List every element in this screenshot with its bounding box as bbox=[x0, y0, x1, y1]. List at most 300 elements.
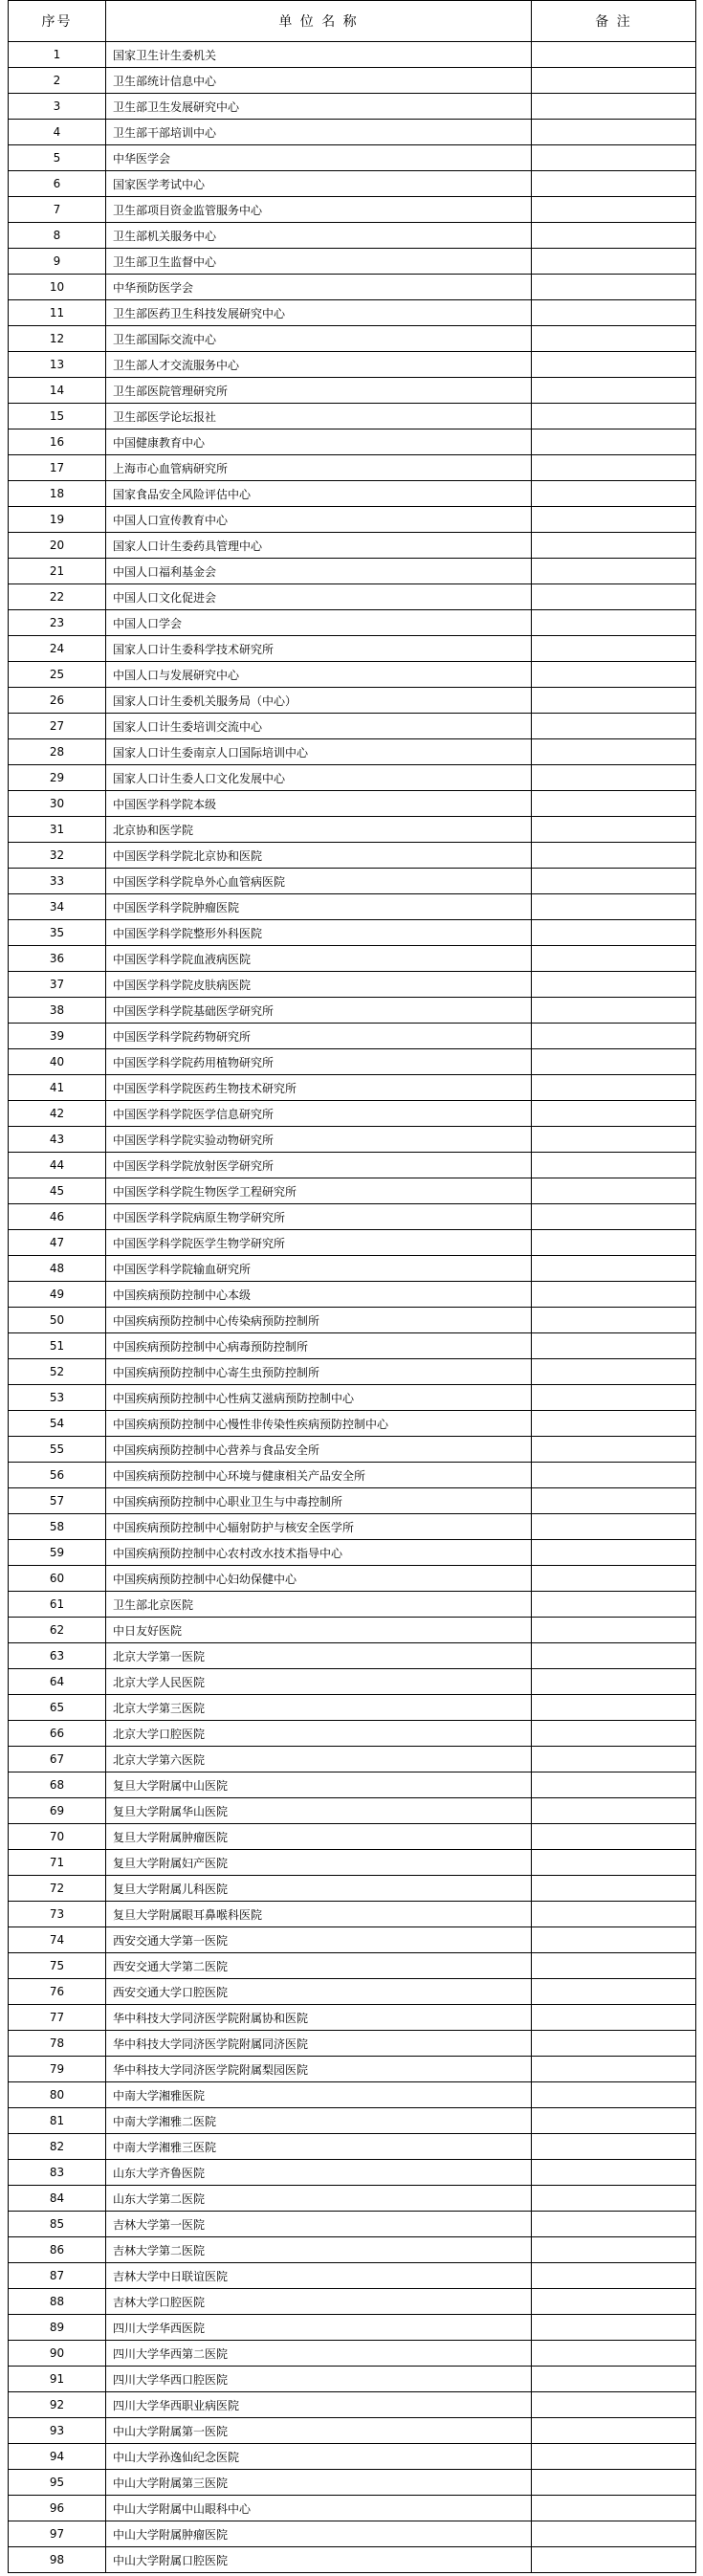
row-serial-number: 25 bbox=[9, 662, 106, 688]
row-unit-name: 华中科技大学同济医学院附属梨园医院 bbox=[106, 2057, 532, 2082]
row-remark bbox=[532, 2418, 696, 2444]
table-row bbox=[9, 2005, 696, 2031]
table-row bbox=[9, 42, 696, 68]
table-row bbox=[9, 817, 696, 843]
row-remark bbox=[532, 894, 696, 920]
row-unit-name: 国家人口计生委机关服务局（中心） bbox=[106, 688, 532, 714]
table-row bbox=[9, 2237, 696, 2263]
row-serial-number: 97 bbox=[9, 2521, 106, 2547]
row-unit-name: 中国疾病预防控制中心妇幼保健中心 bbox=[106, 1566, 532, 1592]
table-row bbox=[9, 1566, 696, 1592]
table-row bbox=[9, 1256, 696, 1282]
row-unit-name: 北京大学口腔医院 bbox=[106, 1721, 532, 1747]
row-serial-number: 49 bbox=[9, 1282, 106, 1308]
row-serial-number: 39 bbox=[9, 1024, 106, 1049]
row-serial-number: 94 bbox=[9, 2444, 106, 2470]
row-unit-name: 复旦大学附属中山医院 bbox=[106, 1772, 532, 1798]
row-remark bbox=[532, 2444, 696, 2470]
row-remark bbox=[532, 2134, 696, 2160]
table-row bbox=[9, 2547, 696, 2573]
row-unit-name: 中国医学科学院整形外科医院 bbox=[106, 920, 532, 946]
table-row bbox=[9, 1953, 696, 1979]
row-serial-number: 11 bbox=[9, 300, 106, 326]
row-unit-name: 中国疾病预防控制中心本级 bbox=[106, 1282, 532, 1308]
table-row bbox=[9, 765, 696, 791]
row-unit-name: 中南大学湘雅二医院 bbox=[106, 2108, 532, 2134]
row-remark bbox=[532, 1049, 696, 1075]
table-row bbox=[9, 2341, 696, 2367]
row-unit-name: 上海市心血管病研究所 bbox=[106, 455, 532, 481]
row-remark bbox=[532, 2547, 696, 2573]
row-unit-name: 中国疾病预防控制中心农村改水技术指导中心 bbox=[106, 1540, 532, 1566]
row-unit-name: 中国疾病预防控制中心病毒预防控制所 bbox=[106, 1333, 532, 1359]
table-row bbox=[9, 1178, 696, 1204]
row-remark bbox=[532, 197, 696, 223]
row-remark bbox=[532, 2212, 696, 2237]
table-row bbox=[9, 1747, 696, 1772]
row-serial-number: 10 bbox=[9, 275, 106, 300]
row-unit-name: 中山大学附属口腔医院 bbox=[106, 2547, 532, 2573]
table-row bbox=[9, 145, 696, 171]
row-remark bbox=[532, 2470, 696, 2496]
row-serial-number: 34 bbox=[9, 894, 106, 920]
row-unit-name: 国家人口计生委培训交流中心 bbox=[106, 714, 532, 739]
row-remark bbox=[532, 610, 696, 636]
table-row bbox=[9, 662, 696, 688]
row-serial-number: 6 bbox=[9, 171, 106, 197]
row-serial-number: 96 bbox=[9, 2496, 106, 2521]
row-remark bbox=[532, 1902, 696, 1927]
row-serial-number: 62 bbox=[9, 1618, 106, 1643]
row-serial-number: 37 bbox=[9, 972, 106, 998]
row-serial-number: 63 bbox=[9, 1643, 106, 1669]
row-remark bbox=[532, 946, 696, 972]
row-serial-number: 83 bbox=[9, 2160, 106, 2186]
table-row bbox=[9, 2315, 696, 2341]
row-unit-name: 中国人口宣传教育中心 bbox=[106, 507, 532, 533]
table-row bbox=[9, 1540, 696, 1566]
row-serial-number: 54 bbox=[9, 1411, 106, 1437]
row-remark bbox=[532, 2108, 696, 2134]
row-remark bbox=[532, 1772, 696, 1798]
row-serial-number: 18 bbox=[9, 481, 106, 507]
row-remark bbox=[532, 2160, 696, 2186]
row-remark bbox=[532, 1927, 696, 1953]
table-row bbox=[9, 2521, 696, 2547]
table-row bbox=[9, 1411, 696, 1437]
row-remark bbox=[532, 300, 696, 326]
row-serial-number: 35 bbox=[9, 920, 106, 946]
row-serial-number: 47 bbox=[9, 1230, 106, 1256]
row-unit-name: 中国医学科学院医学信息研究所 bbox=[106, 1101, 532, 1127]
row-serial-number: 52 bbox=[9, 1359, 106, 1385]
row-unit-name: 中国医学科学院血液病医院 bbox=[106, 946, 532, 972]
row-serial-number: 76 bbox=[9, 1979, 106, 2005]
row-serial-number: 87 bbox=[9, 2263, 106, 2289]
table-row bbox=[9, 843, 696, 869]
table-row bbox=[9, 481, 696, 507]
row-serial-number: 5 bbox=[9, 145, 106, 171]
row-unit-name: 复旦大学附属华山医院 bbox=[106, 1798, 532, 1824]
table-row bbox=[9, 1979, 696, 2005]
row-unit-name: 中国疾病预防控制中心职业卫生与中毒控制所 bbox=[106, 1488, 532, 1514]
table-row bbox=[9, 2367, 696, 2392]
table-row bbox=[9, 2444, 696, 2470]
row-unit-name: 中国疾病预防控制中心性病艾滋病预防控制中心 bbox=[106, 1385, 532, 1411]
row-remark bbox=[532, 1359, 696, 1385]
row-serial-number: 38 bbox=[9, 998, 106, 1024]
row-remark bbox=[532, 1411, 696, 1437]
row-serial-number: 84 bbox=[9, 2186, 106, 2212]
row-unit-name: 中国医学科学院医学生物学研究所 bbox=[106, 1230, 532, 1256]
table-row bbox=[9, 1695, 696, 1721]
row-unit-name: 复旦大学附属儿科医院 bbox=[106, 1876, 532, 1902]
row-serial-number: 92 bbox=[9, 2392, 106, 2418]
row-unit-name: 中国医学科学院输血研究所 bbox=[106, 1256, 532, 1282]
table-header-row bbox=[9, 1, 696, 42]
row-unit-name: 中国医学科学院皮肤病医院 bbox=[106, 972, 532, 998]
row-serial-number: 79 bbox=[9, 2057, 106, 2082]
row-serial-number: 41 bbox=[9, 1075, 106, 1101]
table-row bbox=[9, 1643, 696, 1669]
row-unit-name: 华中科技大学同济医学院附属同济医院 bbox=[106, 2031, 532, 2057]
row-serial-number: 73 bbox=[9, 1902, 106, 1927]
row-remark bbox=[532, 223, 696, 249]
row-unit-name: 国家卫生计生委机关 bbox=[106, 42, 532, 68]
row-unit-name: 国家人口计生委科学技术研究所 bbox=[106, 636, 532, 662]
table-row bbox=[9, 1772, 696, 1798]
row-serial-number: 65 bbox=[9, 1695, 106, 1721]
row-remark bbox=[532, 249, 696, 275]
row-unit-name: 中山大学附属第三医院 bbox=[106, 2470, 532, 2496]
row-unit-name: 中国疾病预防控制中心慢性非传染性疾病预防控制中心 bbox=[106, 1411, 532, 1437]
row-serial-number: 77 bbox=[9, 2005, 106, 2031]
row-remark bbox=[532, 1850, 696, 1876]
table-row bbox=[9, 120, 696, 145]
table-row bbox=[9, 1204, 696, 1230]
table-body bbox=[9, 42, 696, 2573]
row-remark bbox=[532, 1488, 696, 1514]
row-unit-name: 复旦大学附属妇产医院 bbox=[106, 1850, 532, 1876]
row-unit-name: 国家人口计生委人口文化发展中心 bbox=[106, 765, 532, 791]
row-remark bbox=[532, 920, 696, 946]
row-serial-number: 51 bbox=[9, 1333, 106, 1359]
row-unit-name: 中国医学科学院放射医学研究所 bbox=[106, 1153, 532, 1178]
table-row bbox=[9, 429, 696, 455]
row-remark bbox=[532, 1385, 696, 1411]
row-remark bbox=[532, 2237, 696, 2263]
row-unit-name: 中国疾病预防控制中心传染病预防控制所 bbox=[106, 1308, 532, 1333]
table-row bbox=[9, 1127, 696, 1153]
row-remark bbox=[532, 688, 696, 714]
table-row bbox=[9, 610, 696, 636]
row-serial-number: 66 bbox=[9, 1721, 106, 1747]
row-serial-number: 64 bbox=[9, 1669, 106, 1695]
row-unit-name: 卫生部统计信息中心 bbox=[106, 68, 532, 94]
row-remark bbox=[532, 662, 696, 688]
row-remark bbox=[532, 1463, 696, 1488]
row-unit-name: 中国医学科学院医药生物技术研究所 bbox=[106, 1075, 532, 1101]
row-serial-number: 30 bbox=[9, 791, 106, 817]
row-remark bbox=[532, 2315, 696, 2341]
row-remark bbox=[532, 507, 696, 533]
table-row bbox=[9, 998, 696, 1024]
row-serial-number: 82 bbox=[9, 2134, 106, 2160]
table-row bbox=[9, 1798, 696, 1824]
table-row bbox=[9, 1359, 696, 1385]
row-unit-name: 北京大学第三医院 bbox=[106, 1695, 532, 1721]
row-unit-name: 吉林大学第一医院 bbox=[106, 2212, 532, 2237]
row-unit-name: 中山大学附属中山眼科中心 bbox=[106, 2496, 532, 2521]
table-row bbox=[9, 1385, 696, 1411]
row-serial-number: 59 bbox=[9, 1540, 106, 1566]
row-unit-name: 中国医学科学院药用植物研究所 bbox=[106, 1049, 532, 1075]
row-remark bbox=[532, 1024, 696, 1049]
row-unit-name: 中国医学科学院肿瘤医院 bbox=[106, 894, 532, 920]
row-unit-name: 中国医学科学院本级 bbox=[106, 791, 532, 817]
row-remark bbox=[532, 2341, 696, 2367]
row-serial-number: 45 bbox=[9, 1178, 106, 1204]
row-unit-name: 山东大学齐鲁医院 bbox=[106, 2160, 532, 2186]
table-row bbox=[9, 2031, 696, 2057]
row-unit-name: 中山大学孙逸仙纪念医院 bbox=[106, 2444, 532, 2470]
row-serial-number: 48 bbox=[9, 1256, 106, 1282]
row-unit-name: 中国医学科学院药物研究所 bbox=[106, 1024, 532, 1049]
header-remark: 备 注 bbox=[532, 1, 696, 42]
row-serial-number: 98 bbox=[9, 2547, 106, 2573]
table-row bbox=[9, 2057, 696, 2082]
row-unit-name: 中国疾病预防控制中心辐射防护与核安全医学所 bbox=[106, 1514, 532, 1540]
row-unit-name: 国家食品安全风险评估中心 bbox=[106, 481, 532, 507]
table-row bbox=[9, 791, 696, 817]
row-remark bbox=[532, 171, 696, 197]
row-remark bbox=[532, 1127, 696, 1153]
row-serial-number: 44 bbox=[9, 1153, 106, 1178]
row-serial-number: 29 bbox=[9, 765, 106, 791]
row-remark bbox=[532, 869, 696, 894]
row-remark bbox=[532, 326, 696, 352]
row-remark bbox=[532, 68, 696, 94]
row-serial-number: 67 bbox=[9, 1747, 106, 1772]
row-remark bbox=[532, 94, 696, 120]
row-unit-name: 吉林大学第二医院 bbox=[106, 2237, 532, 2263]
table-row bbox=[9, 1850, 696, 1876]
row-unit-name: 复旦大学附属眼耳鼻喉科医院 bbox=[106, 1902, 532, 1927]
row-unit-name: 四川大学华西职业病医院 bbox=[106, 2392, 532, 2418]
row-serial-number: 42 bbox=[9, 1101, 106, 1127]
table-row bbox=[9, 584, 696, 610]
row-unit-name: 中国人口学会 bbox=[106, 610, 532, 636]
row-remark bbox=[532, 481, 696, 507]
row-serial-number: 1 bbox=[9, 42, 106, 68]
table-row bbox=[9, 2108, 696, 2134]
row-serial-number: 22 bbox=[9, 584, 106, 610]
row-serial-number: 7 bbox=[9, 197, 106, 223]
table-row bbox=[9, 1824, 696, 1850]
row-unit-name: 中国人口与发展研究中心 bbox=[106, 662, 532, 688]
row-serial-number: 55 bbox=[9, 1437, 106, 1463]
header-unit-name: 单 位 名 称 bbox=[106, 1, 532, 42]
row-serial-number: 78 bbox=[9, 2031, 106, 2057]
row-unit-name: 西安交通大学第一医院 bbox=[106, 1927, 532, 1953]
row-remark bbox=[532, 404, 696, 429]
row-unit-name: 卫生部医学论坛报社 bbox=[106, 404, 532, 429]
table-row bbox=[9, 2134, 696, 2160]
row-unit-name: 卫生部医院管理研究所 bbox=[106, 378, 532, 404]
row-serial-number: 72 bbox=[9, 1876, 106, 1902]
row-unit-name: 北京大学第一医院 bbox=[106, 1643, 532, 1669]
row-unit-name: 西安交通大学第二医院 bbox=[106, 1953, 532, 1979]
table-row bbox=[9, 1488, 696, 1514]
table-row bbox=[9, 1282, 696, 1308]
row-remark bbox=[532, 1333, 696, 1359]
row-serial-number: 68 bbox=[9, 1772, 106, 1798]
table-row bbox=[9, 2289, 696, 2315]
table-row bbox=[9, 2160, 696, 2186]
table-row bbox=[9, 1308, 696, 1333]
row-unit-name: 中国疾病预防控制中心营养与食品安全所 bbox=[106, 1437, 532, 1463]
row-remark bbox=[532, 1618, 696, 1643]
row-remark bbox=[532, 791, 696, 817]
row-unit-name: 中国医学科学院北京协和医院 bbox=[106, 843, 532, 869]
row-serial-number: 12 bbox=[9, 326, 106, 352]
row-remark bbox=[532, 739, 696, 765]
row-serial-number: 14 bbox=[9, 378, 106, 404]
row-serial-number: 70 bbox=[9, 1824, 106, 1850]
row-serial-number: 8 bbox=[9, 223, 106, 249]
table-row bbox=[9, 1592, 696, 1618]
table-row bbox=[9, 2470, 696, 2496]
row-remark bbox=[532, 2496, 696, 2521]
row-remark bbox=[532, 2031, 696, 2057]
row-unit-name: 卫生部国际交流中心 bbox=[106, 326, 532, 352]
table-row bbox=[9, 1230, 696, 1256]
row-remark bbox=[532, 636, 696, 662]
table-row bbox=[9, 275, 696, 300]
row-unit-name: 中南大学湘雅三医院 bbox=[106, 2134, 532, 2160]
row-serial-number: 40 bbox=[9, 1049, 106, 1075]
row-serial-number: 85 bbox=[9, 2212, 106, 2237]
row-unit-name: 中华医学会 bbox=[106, 145, 532, 171]
table-row bbox=[9, 1437, 696, 1463]
row-serial-number: 20 bbox=[9, 533, 106, 559]
row-remark bbox=[532, 2289, 696, 2315]
table-row bbox=[9, 1721, 696, 1747]
row-serial-number: 57 bbox=[9, 1488, 106, 1514]
row-serial-number: 81 bbox=[9, 2108, 106, 2134]
table-row bbox=[9, 714, 696, 739]
row-serial-number: 89 bbox=[9, 2315, 106, 2341]
row-serial-number: 46 bbox=[9, 1204, 106, 1230]
row-unit-name: 中国疾病预防控制中心寄生虫预防控制所 bbox=[106, 1359, 532, 1385]
row-unit-name: 西安交通大学口腔医院 bbox=[106, 1979, 532, 2005]
row-unit-name: 中山大学附属肿瘤医院 bbox=[106, 2521, 532, 2547]
row-unit-name: 吉林大学中日联谊医院 bbox=[106, 2263, 532, 2289]
row-unit-name: 四川大学华西口腔医院 bbox=[106, 2367, 532, 2392]
row-remark bbox=[532, 145, 696, 171]
table-row bbox=[9, 1101, 696, 1127]
table-row bbox=[9, 1333, 696, 1359]
row-serial-number: 43 bbox=[9, 1127, 106, 1153]
row-serial-number: 9 bbox=[9, 249, 106, 275]
row-serial-number: 36 bbox=[9, 946, 106, 972]
row-unit-name: 中国人口福利基金会 bbox=[106, 559, 532, 584]
row-unit-name: 卫生部人才交流服务中心 bbox=[106, 352, 532, 378]
row-remark bbox=[532, 378, 696, 404]
table-row bbox=[9, 972, 696, 998]
table-row bbox=[9, 171, 696, 197]
row-remark bbox=[532, 817, 696, 843]
row-remark bbox=[532, 2367, 696, 2392]
row-serial-number: 21 bbox=[9, 559, 106, 584]
row-unit-name: 卫生部机关服务中心 bbox=[106, 223, 532, 249]
table-row bbox=[9, 2496, 696, 2521]
row-remark bbox=[532, 1075, 696, 1101]
row-unit-name: 国家人口计生委药具管理中心 bbox=[106, 533, 532, 559]
row-unit-name: 北京大学人民医院 bbox=[106, 1669, 532, 1695]
row-remark bbox=[532, 1256, 696, 1282]
row-remark bbox=[532, 455, 696, 481]
row-remark bbox=[532, 1979, 696, 2005]
row-remark bbox=[532, 2263, 696, 2289]
row-unit-name: 中国健康教育中心 bbox=[106, 429, 532, 455]
row-unit-name: 中国医学科学院阜外心血管病医院 bbox=[106, 869, 532, 894]
table-row bbox=[9, 2082, 696, 2108]
header-serial-number: 序号 bbox=[9, 1, 106, 42]
row-remark bbox=[532, 1178, 696, 1204]
row-remark bbox=[532, 2392, 696, 2418]
table-row bbox=[9, 1075, 696, 1101]
row-remark bbox=[532, 2057, 696, 2082]
row-serial-number: 27 bbox=[9, 714, 106, 739]
row-remark bbox=[532, 1953, 696, 1979]
row-remark bbox=[532, 1798, 696, 1824]
row-unit-name: 国家人口计生委南京人口国际培训中心 bbox=[106, 739, 532, 765]
row-serial-number: 4 bbox=[9, 120, 106, 145]
table-row bbox=[9, 946, 696, 972]
row-serial-number: 95 bbox=[9, 2470, 106, 2496]
row-remark bbox=[532, 1230, 696, 1256]
row-serial-number: 28 bbox=[9, 739, 106, 765]
row-serial-number: 74 bbox=[9, 1927, 106, 1953]
row-unit-name: 华中科技大学同济医学院附属协和医院 bbox=[106, 2005, 532, 2031]
table-row bbox=[9, 1024, 696, 1049]
table-row bbox=[9, 404, 696, 429]
row-unit-name: 中国医学科学院病原生物学研究所 bbox=[106, 1204, 532, 1230]
table-row bbox=[9, 300, 696, 326]
table-row bbox=[9, 1153, 696, 1178]
table-row bbox=[9, 920, 696, 946]
row-unit-name: 北京协和医学院 bbox=[106, 817, 532, 843]
row-serial-number: 50 bbox=[9, 1308, 106, 1333]
row-remark bbox=[532, 1592, 696, 1618]
row-remark bbox=[532, 1282, 696, 1308]
row-remark bbox=[532, 2005, 696, 2031]
row-serial-number: 69 bbox=[9, 1798, 106, 1824]
table-row bbox=[9, 1463, 696, 1488]
row-remark bbox=[532, 42, 696, 68]
row-remark bbox=[532, 998, 696, 1024]
row-serial-number: 75 bbox=[9, 1953, 106, 1979]
row-serial-number: 88 bbox=[9, 2289, 106, 2315]
row-serial-number: 31 bbox=[9, 817, 106, 843]
table-row bbox=[9, 2212, 696, 2237]
row-unit-name: 吉林大学口腔医院 bbox=[106, 2289, 532, 2315]
table-row bbox=[9, 352, 696, 378]
table-row bbox=[9, 559, 696, 584]
row-unit-name: 中日友好医院 bbox=[106, 1618, 532, 1643]
row-serial-number: 33 bbox=[9, 869, 106, 894]
